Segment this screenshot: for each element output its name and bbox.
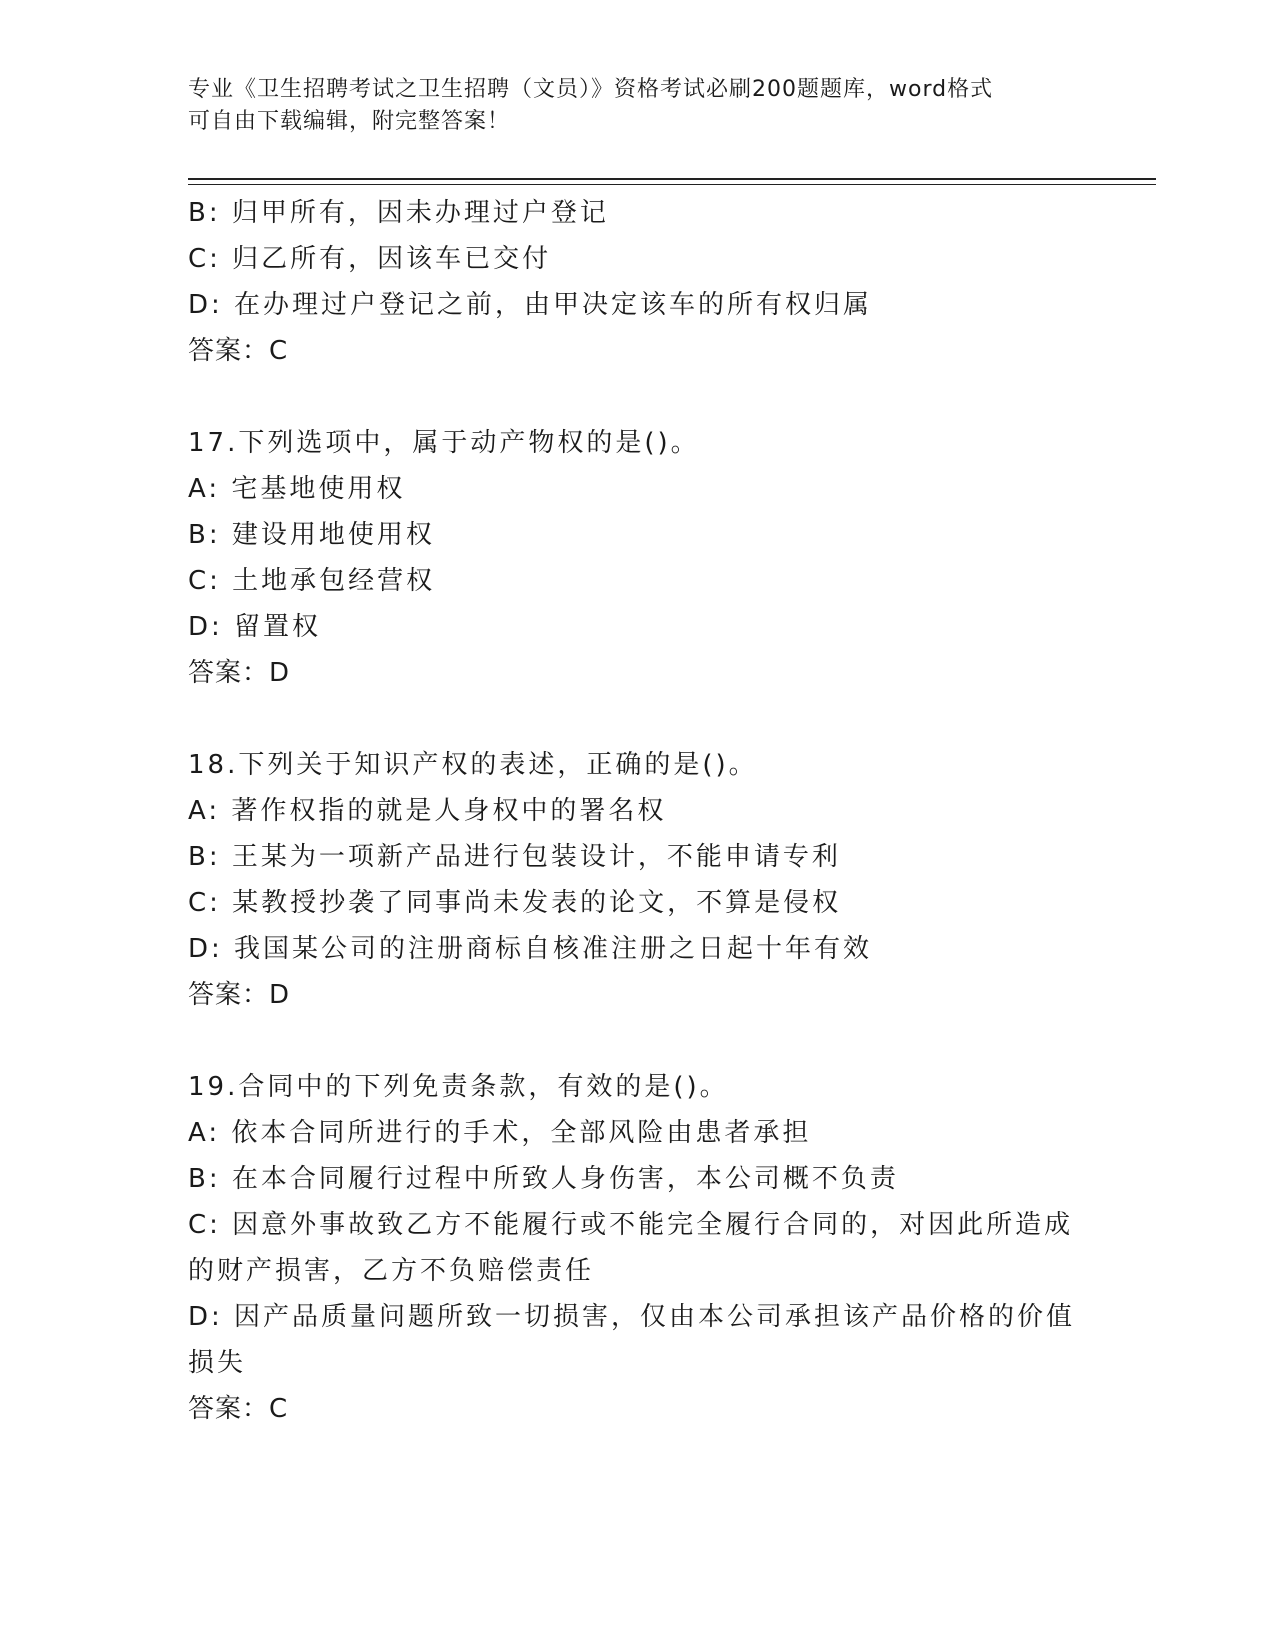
option-c: C: 因意外事故致乙方不能履行或不能完全履行合同的，对因此所造成 — [188, 1210, 1074, 1240]
header-title-line-1: 专业《卫生招聘考试之卫生招聘（文员）》资格考试必刷200题题库，word格式 — [188, 77, 994, 102]
question-text: 17.下列选项中，属于动产物权的是()。 — [188, 428, 700, 458]
question-block-17 — [188, 420, 1088, 696]
option-a: A: 依本合同所进行的手术，全部风险由患者承担 — [188, 1118, 812, 1148]
answer-line: 答案：C — [188, 1394, 289, 1424]
question-block-16-continued — [188, 190, 1088, 374]
document-header — [188, 74, 1088, 138]
question-text: 18.下列关于知识产权的表述，正确的是()。 — [188, 750, 758, 780]
option-c-continued: 的财产损害，乙方不负赔偿责任 — [188, 1256, 595, 1286]
block-spacer — [188, 374, 1088, 420]
option-a: A: 宅基地使用权 — [188, 474, 406, 504]
answer-line: 答案：C — [188, 336, 289, 366]
option-d-continued: 损失 — [188, 1348, 247, 1378]
header-divider-thick — [188, 178, 1156, 180]
option-c: C: 土地承包经营权 — [188, 566, 436, 596]
option-d: D: 留置权 — [188, 612, 322, 642]
option-b: B: 王某为一项新产品进行包装设计，不能申请专利 — [188, 842, 841, 872]
question-block-18 — [188, 742, 1088, 1018]
option-d: D: 因产品质量问题所致一切损害，仅由本公司承担该产品价格的价值 — [188, 1302, 1076, 1332]
block-spacer — [188, 1018, 1088, 1064]
question-list — [188, 190, 1088, 1432]
answer-line: 答案：D — [188, 658, 291, 688]
option-c: C: 某教授抄袭了同事尚未发表的论文，不算是侵权 — [188, 888, 842, 918]
option-b: B: 在本合同履行过程中所致人身伤害，本公司概不负责 — [188, 1164, 899, 1194]
option-a: A: 著作权指的就是人身权中的署名权 — [188, 796, 667, 826]
question-block-19 — [188, 1064, 1088, 1432]
question-text: 19.合同中的下列免责条款，有效的是()。 — [188, 1072, 729, 1102]
option-b: B: 归甲所有，因未办理过户登记 — [188, 198, 609, 228]
option-c: C: 归乙所有，因该车已交付 — [188, 244, 552, 274]
option-d: D: 我国某公司的注册商标自核准注册之日起十年有效 — [188, 934, 873, 964]
option-d: D: 在办理过户登记之前，由甲决定该车的所有权归属 — [188, 290, 873, 320]
header-title-line-2: 可自由下载编辑，附完整答案！ — [188, 109, 511, 134]
answer-line: 答案：D — [188, 980, 291, 1010]
block-spacer — [188, 696, 1088, 742]
option-b: B: 建设用地使用权 — [188, 520, 435, 550]
header-divider-thin — [188, 184, 1156, 185]
